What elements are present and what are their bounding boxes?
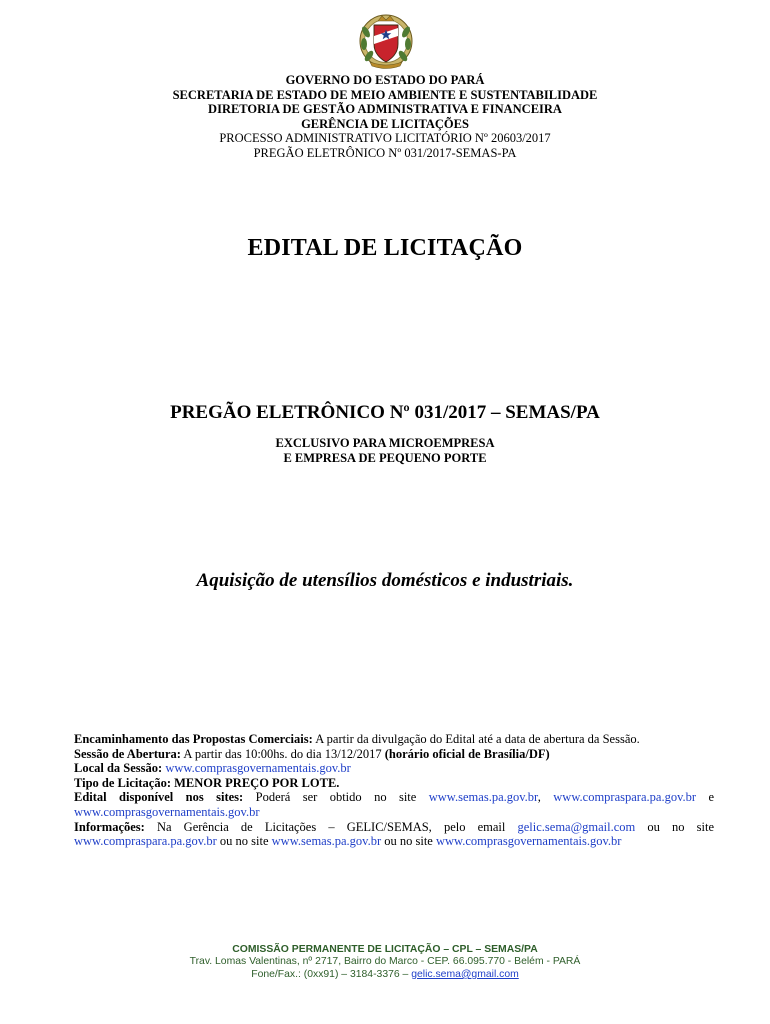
website-link[interactable]: www.compraspara.pa.gov.br [553, 790, 697, 805]
footer-phone: Fone/Fax.: (0xx91) – 3184-3376 – [251, 968, 412, 980]
info-text: A partir da divulgação do Edital até a data de abertura da Sessão. [312, 732, 640, 746]
info-row-information [74, 820, 714, 849]
exclusivity-line-1: EXCLUSIVO PARA MICROEMPRESA [275, 436, 495, 450]
exclusivity-line-2: E EMPRESA DE PEQUENO PORTE [283, 451, 487, 465]
info-text: , [537, 790, 554, 805]
footer-commission: COMISSÃO PERMANENTE DE LICITAÇÃO – CPL – SEMAS/PA [232, 944, 538, 955]
info-row-bid-type [74, 776, 714, 791]
tender-object: Aquisição de utensílios domésticos e industriais. [196, 570, 574, 591]
tender-info-block [74, 732, 714, 849]
info-label: Edital disponível nos sites: [74, 790, 244, 805]
tender-subtitle: PREGÃO ELETRÔNICO Nº 031/2017 – SEMAS/PA [170, 402, 600, 423]
header-line: GERÊNCIA DE LICITAÇÕES [301, 116, 469, 131]
info-text: Na Gerência de Licitações – GELIC/SEMAS, pelo email [144, 819, 518, 834]
footer-contact [0, 969, 770, 981]
info-text: e [696, 790, 715, 805]
header-line: PROCESSO ADMINISTRATIVO LICITATÓRIO Nº 20603/2017 [219, 131, 551, 146]
info-label: Local da Sessão: [74, 761, 163, 776]
website-link[interactable]: www.comprasgovernamentais.gov.br [74, 804, 260, 819]
agency-header [0, 73, 770, 161]
info-label: Tipo de Licitação: [74, 775, 171, 790]
info-label: Sessão de Abertura: [74, 746, 181, 761]
website-link[interactable]: www.semas.pa.gov.br [428, 790, 538, 805]
website-link[interactable]: www.semas.pa.gov.br [271, 834, 382, 849]
website-link[interactable]: www.comprasgovernamentais.gov.br [435, 834, 622, 849]
footer-email-link[interactable]: gelic.sema@gmail.com [411, 968, 519, 980]
info-row-opening-session [74, 747, 714, 762]
document-title: EDITAL DE LICITAÇÃO [247, 235, 523, 261]
header-line: GOVERNO DO ESTADO DO PARÁ [285, 73, 485, 87]
info-label: Informações: [74, 819, 145, 834]
info-row-edital-sites [74, 790, 714, 819]
info-label: Encaminhamento das Propostas Comerciais: [74, 732, 313, 746]
header-line: DIRETORIA DE GESTÃO ADMINISTRATIVA E FINANCEIRA [208, 102, 562, 117]
email-link[interactable]: gelic.sema@gmail.com [517, 819, 636, 834]
info-text: ou no site [635, 819, 714, 834]
website-link[interactable]: www.compraspara.pa.gov.br [74, 834, 217, 849]
footer [0, 944, 770, 981]
info-text: Poderá ser obtido no site [243, 790, 429, 805]
info-text: (horário oficial de Brasília/DF) [384, 746, 550, 761]
header-line: SECRETARIA DE ESTADO DE MEIO AMBIENTE E SUSTENTABILIDADE [172, 87, 598, 102]
info-text: A partir das 10:00hs. do dia 13/12/2017 [180, 746, 385, 761]
info-row-proposals [74, 732, 714, 747]
footer-address: Trav. Lomas Valentinas, nº 2717, Bairro do Marco - CEP. 66.095.770 - Belém - PARÁ [189, 956, 581, 968]
coat-of-arms-emblem [358, 12, 414, 70]
header-line: PREGÃO ELETRÔNICO Nº 031/2017-SEMAS-PA [253, 145, 517, 160]
info-text: ou no site [381, 834, 436, 849]
info-text: MENOR PREÇO POR LOTE. [171, 775, 340, 790]
exclusivity-note [0, 436, 770, 466]
info-text: ou no site [216, 834, 272, 849]
info-row-session-location [74, 761, 714, 776]
website-link[interactable]: www.comprasgovernamentais.gov.br [165, 761, 351, 776]
